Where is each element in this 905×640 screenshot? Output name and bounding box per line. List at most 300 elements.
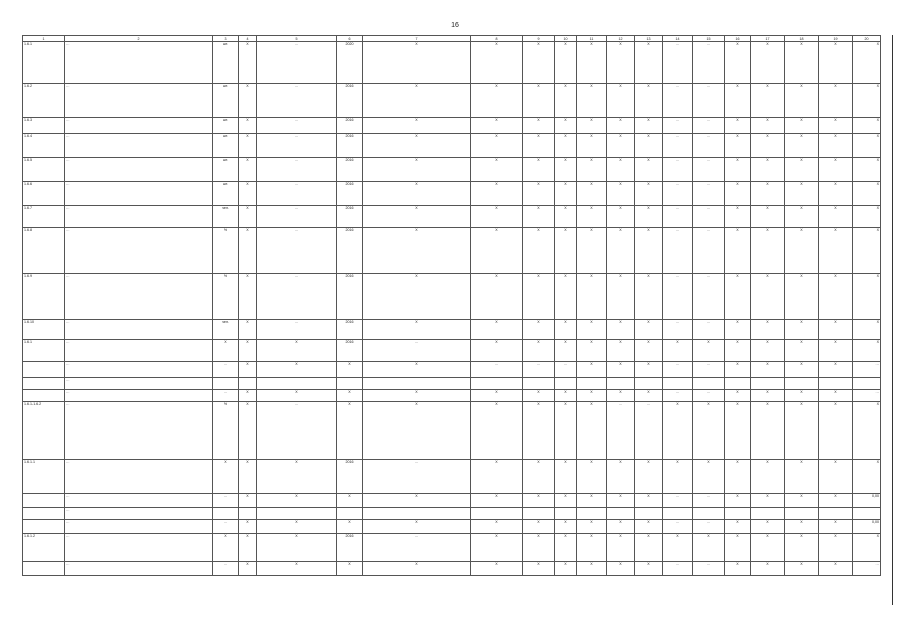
table-cell: X — [555, 228, 577, 274]
table-cell: X — [577, 134, 607, 158]
table-cell: 2016 — [337, 320, 363, 340]
table-cell: X — [725, 320, 751, 340]
table-cell: % — [213, 274, 239, 320]
table-cell: X — [819, 362, 853, 378]
table-cell: X — [239, 340, 257, 362]
table-cell: X — [257, 494, 337, 508]
table-cell: X — [363, 42, 471, 84]
table-cell: X — [607, 494, 635, 508]
table-cell: … — [693, 134, 725, 158]
table-cell: X — [239, 158, 257, 182]
table-cell: X — [607, 206, 635, 228]
table-cell: X — [577, 84, 607, 118]
row-description-cell: … — [65, 158, 213, 182]
table-row — [23, 494, 881, 508]
table-cell: X — [853, 134, 881, 158]
table-cell: 2016 — [337, 274, 363, 320]
table-cell: … — [555, 362, 577, 378]
table-cell: X — [257, 562, 337, 576]
table-cell: X — [257, 362, 337, 378]
table-cell: X — [635, 42, 663, 84]
table-cell: X — [819, 42, 853, 84]
table-cell: 2016 — [337, 182, 363, 206]
table-cell: X — [819, 134, 853, 158]
table-cell: X — [555, 390, 577, 402]
page-edge-line — [892, 35, 893, 605]
table-cell: X — [363, 494, 471, 508]
table-cell: X — [853, 182, 881, 206]
table-cell: X — [819, 182, 853, 206]
table-cell: … — [257, 84, 337, 118]
table-cell: X — [819, 118, 853, 134]
table-cell: … — [257, 228, 337, 274]
table-cell: X — [819, 494, 853, 508]
table-cell — [523, 508, 555, 520]
table-cell: X — [751, 274, 785, 320]
table-cell: … — [257, 274, 337, 320]
table-cell: X — [471, 118, 523, 134]
table-cell: X — [751, 340, 785, 362]
page-number: 16 — [451, 22, 459, 29]
table-cell: X — [819, 158, 853, 182]
table-cell: X — [555, 340, 577, 362]
table-cell: … — [213, 362, 239, 378]
table-cell: 2016 — [337, 534, 363, 562]
table-row — [23, 84, 881, 118]
table-cell: X — [751, 158, 785, 182]
table-cell: X — [635, 84, 663, 118]
table-cell: шт. — [213, 84, 239, 118]
table-cell: X — [725, 562, 751, 576]
table-cell: X — [239, 520, 257, 534]
table-cell: X — [555, 520, 577, 534]
table-cell: 2016 — [337, 134, 363, 158]
table-row — [23, 42, 881, 84]
table-cell — [239, 378, 257, 390]
table-cell: X — [693, 340, 725, 362]
table-cell: X — [337, 520, 363, 534]
table-cell: % — [213, 402, 239, 460]
table-cell: X — [363, 118, 471, 134]
table-cell — [635, 508, 663, 520]
table-cell: X — [363, 402, 471, 460]
table-cell: X — [751, 118, 785, 134]
table-cell: X — [751, 494, 785, 508]
row-code-cell: 1.6.1.2 — [23, 534, 65, 562]
table-cell: X — [239, 362, 257, 378]
table-cell: … — [257, 402, 337, 460]
table-cell: X — [853, 84, 881, 118]
row-description-cell: … — [65, 206, 213, 228]
row-description-cell: … — [65, 562, 213, 576]
table-cell: X — [363, 320, 471, 340]
table-cell — [819, 378, 853, 390]
table-cell: X — [819, 206, 853, 228]
table-cell: X — [751, 520, 785, 534]
table-cell: X — [693, 460, 725, 494]
table-cell: X — [239, 42, 257, 84]
column-header: 19 — [819, 36, 853, 42]
table-cell: X — [471, 494, 523, 508]
row-code-cell: 1.6.9 — [23, 274, 65, 320]
column-header: 4 — [239, 36, 257, 42]
table-cell: X — [819, 274, 853, 320]
table-cell: X — [725, 134, 751, 158]
column-header: 15 — [693, 36, 725, 42]
table-cell: X — [785, 390, 819, 402]
table-cell: X — [523, 158, 555, 182]
table-cell: … — [213, 390, 239, 402]
table-row — [23, 134, 881, 158]
table-cell: … — [693, 320, 725, 340]
table-cell: X — [785, 494, 819, 508]
column-header: 6 — [337, 36, 363, 42]
table-cell — [725, 378, 751, 390]
table-cell: X — [725, 158, 751, 182]
table-cell: X — [471, 84, 523, 118]
table-cell: X — [257, 390, 337, 402]
table-row — [23, 402, 881, 460]
table-cell: X — [239, 134, 257, 158]
table-cell: X — [555, 274, 577, 320]
row-description-cell: … — [65, 390, 213, 402]
table-cell: X — [523, 340, 555, 362]
table-cell: X — [819, 390, 853, 402]
table-cell: X — [213, 534, 239, 562]
row-code-cell: 1.6.1 — [23, 340, 65, 362]
table-row — [23, 390, 881, 402]
table-cell: … — [693, 390, 725, 402]
table-cell: X — [363, 206, 471, 228]
table-cell: 2016 — [337, 460, 363, 494]
table-cell: X — [363, 390, 471, 402]
table-cell: … — [853, 390, 881, 402]
table-cell: X — [785, 562, 819, 576]
table-cell: … — [663, 562, 693, 576]
column-header: 10 — [555, 36, 577, 42]
table-cell: X — [751, 402, 785, 460]
table-cell: X — [555, 562, 577, 576]
table-cell: X — [363, 562, 471, 576]
row-description-cell: … — [65, 228, 213, 274]
table-cell: X — [785, 534, 819, 562]
table-cell: X — [239, 320, 257, 340]
table-cell: … — [693, 158, 725, 182]
table-cell: X — [577, 158, 607, 182]
table-cell: X — [725, 340, 751, 362]
column-header: 13 — [635, 36, 663, 42]
table-cell: X — [239, 228, 257, 274]
table-cell: X — [751, 562, 785, 576]
table-cell: X — [635, 134, 663, 158]
table-cell: X — [725, 534, 751, 562]
row-description-cell: … — [65, 118, 213, 134]
table-cell: X — [239, 118, 257, 134]
table-cell: X — [363, 158, 471, 182]
table-cell: X — [785, 134, 819, 158]
row-code-cell — [23, 508, 65, 520]
table-cell: X — [523, 320, 555, 340]
table-cell: X — [471, 228, 523, 274]
table-cell — [471, 378, 523, 390]
table-cell: … — [693, 228, 725, 274]
column-header: 11 — [577, 36, 607, 42]
table-cell: … — [363, 340, 471, 362]
table-row — [23, 378, 881, 390]
table-cell: X — [607, 562, 635, 576]
row-code-cell: 1.6.7 — [23, 206, 65, 228]
table-cell: … — [663, 390, 693, 402]
table-cell: X — [523, 460, 555, 494]
table-cell: X — [693, 402, 725, 460]
table-cell: … — [213, 494, 239, 508]
table-cell: X — [663, 402, 693, 460]
row-description-cell: … — [65, 182, 213, 206]
table-cell: X — [471, 274, 523, 320]
row-description-cell: … — [65, 274, 213, 320]
column-header: 20 — [853, 36, 881, 42]
table-cell: X — [853, 274, 881, 320]
table-cell: … — [663, 520, 693, 534]
column-header: 17 — [751, 36, 785, 42]
table-cell: X — [555, 158, 577, 182]
table-cell: … — [257, 42, 337, 84]
table-cell: X — [819, 460, 853, 494]
table-cell: шт. — [213, 134, 239, 158]
table-cell: X — [725, 390, 751, 402]
table-row — [23, 158, 881, 182]
row-code-cell — [23, 390, 65, 402]
table-row — [23, 534, 881, 562]
table-cell: … — [257, 182, 337, 206]
table-cell: X — [577, 494, 607, 508]
row-description-cell: … — [65, 520, 213, 534]
table-cell: … — [693, 362, 725, 378]
column-header: 8 — [471, 36, 523, 42]
table-row — [23, 228, 881, 274]
table-cell: … — [523, 362, 555, 378]
row-code-cell: 1.6.4 — [23, 134, 65, 158]
table-cell — [213, 378, 239, 390]
table-cell: X — [751, 228, 785, 274]
table-cell: … — [693, 118, 725, 134]
table-cell: X — [577, 320, 607, 340]
table-cell: X — [555, 182, 577, 206]
table-cell: X — [523, 390, 555, 402]
table-cell: шт. — [213, 118, 239, 134]
table-cell: X — [213, 460, 239, 494]
table-cell: X — [635, 228, 663, 274]
table-row — [23, 520, 881, 534]
table-cell: … — [663, 362, 693, 378]
column-header: 5 — [257, 36, 337, 42]
table-cell — [607, 378, 635, 390]
column-header: 18 — [785, 36, 819, 42]
table-cell: X — [363, 228, 471, 274]
table-cell: X — [363, 274, 471, 320]
table-cell: X — [471, 320, 523, 340]
table-cell: X — [239, 534, 257, 562]
table-cell: … — [257, 118, 337, 134]
table-cell: X — [853, 460, 881, 494]
table-row — [23, 508, 881, 520]
table-row — [23, 362, 881, 378]
table-cell: … — [693, 182, 725, 206]
table-cell: X — [785, 158, 819, 182]
table-cell: X — [693, 534, 725, 562]
table-cell: X — [523, 274, 555, 320]
table-cell: X — [555, 320, 577, 340]
table-cell: … — [853, 362, 881, 378]
table-cell: X — [853, 534, 881, 562]
table-cell: … — [693, 562, 725, 576]
table-cell — [337, 378, 363, 390]
table-cell: X — [363, 182, 471, 206]
table-cell: X — [819, 520, 853, 534]
table-cell: X — [725, 460, 751, 494]
table-row — [23, 182, 881, 206]
table-cell: X — [471, 182, 523, 206]
table-cell: … — [663, 134, 693, 158]
column-header: 1 — [23, 36, 65, 42]
table-cell — [257, 378, 337, 390]
table-cell: X — [363, 520, 471, 534]
table-cell: … — [471, 362, 523, 378]
table-cell: X — [555, 42, 577, 84]
table-cell: X — [785, 402, 819, 460]
table-cell: X — [257, 340, 337, 362]
table-cell: X — [577, 340, 607, 362]
table-cell: X — [471, 460, 523, 494]
table-cell: X — [635, 158, 663, 182]
table-cell: X — [785, 118, 819, 134]
table-cell: X — [337, 402, 363, 460]
table-cell: … — [363, 460, 471, 494]
table-cell: X — [471, 390, 523, 402]
table-cell: X — [635, 494, 663, 508]
table-cell: 2016 — [337, 84, 363, 118]
table-cell: X — [239, 402, 257, 460]
row-code-cell: 1.6.5 — [23, 158, 65, 182]
table-cell: X — [635, 320, 663, 340]
table-cell: X — [607, 320, 635, 340]
column-header: 12 — [607, 36, 635, 42]
table-cell: X — [751, 460, 785, 494]
table-cell: … — [213, 562, 239, 576]
table-cell: X — [555, 494, 577, 508]
table-cell — [577, 378, 607, 390]
table-cell — [819, 508, 853, 520]
table-cell: X — [257, 460, 337, 494]
row-code-cell: 1.6.10 — [23, 320, 65, 340]
table-cell: X — [725, 362, 751, 378]
table-cell: X — [523, 134, 555, 158]
table-cell: X — [725, 520, 751, 534]
table-cell: X — [523, 84, 555, 118]
table-cell — [853, 508, 881, 520]
table-cell: 2020 — [337, 42, 363, 84]
table-cell: X — [785, 228, 819, 274]
table-cell: X — [785, 274, 819, 320]
table-cell — [693, 378, 725, 390]
table-cell: X — [523, 494, 555, 508]
table-cell: X — [523, 534, 555, 562]
row-description-cell: … — [65, 134, 213, 158]
row-description-cell: … — [65, 320, 213, 340]
table-cell: X — [607, 118, 635, 134]
table-cell: X — [471, 134, 523, 158]
row-code-cell — [23, 494, 65, 508]
table-cell: X — [725, 274, 751, 320]
row-description-cell: … — [65, 378, 213, 390]
table-cell: X — [577, 362, 607, 378]
table-cell: X — [555, 534, 577, 562]
table-cell: X — [471, 340, 523, 362]
table-cell: X — [239, 494, 257, 508]
table-cell: X — [853, 320, 881, 340]
table-cell: X — [819, 402, 853, 460]
table-cell — [555, 508, 577, 520]
table-cell: X — [853, 228, 881, 274]
table-cell: X — [607, 274, 635, 320]
table-cell: X — [635, 118, 663, 134]
table-cell: … — [663, 84, 693, 118]
table-cell: … — [663, 42, 693, 84]
table-cell: X — [785, 182, 819, 206]
table-cell — [239, 508, 257, 520]
table-cell: … — [663, 274, 693, 320]
table-cell: X — [785, 42, 819, 84]
table-cell: X — [555, 118, 577, 134]
table-cell: X — [555, 402, 577, 460]
table-cell: … — [257, 206, 337, 228]
table-cell: X — [785, 340, 819, 362]
table-cell: X — [607, 134, 635, 158]
table-cell: X — [555, 134, 577, 158]
row-code-cell: 1.6.6 — [23, 182, 65, 206]
table-cell: X — [577, 520, 607, 534]
table-cell: X — [785, 206, 819, 228]
table-cell: X — [663, 340, 693, 362]
column-header: 2 — [65, 36, 213, 42]
row-code-cell: 1.6.1-1.6.2 — [23, 402, 65, 460]
table-cell: X — [239, 460, 257, 494]
table-cell: X — [239, 206, 257, 228]
table-cell: чел. — [213, 206, 239, 228]
row-description-cell: … — [65, 460, 213, 494]
table-cell — [663, 378, 693, 390]
table-cell — [785, 378, 819, 390]
table-cell — [523, 378, 555, 390]
table-cell: X — [471, 42, 523, 84]
table-cell: … — [693, 206, 725, 228]
table-cell: X — [751, 84, 785, 118]
table-cell: … — [693, 494, 725, 508]
table-cell: X — [785, 84, 819, 118]
table-cell: X — [257, 520, 337, 534]
row-code-cell: 1.6.1.1 — [23, 460, 65, 494]
table-cell: X — [523, 182, 555, 206]
table-cell: X — [725, 206, 751, 228]
table-cell: X — [819, 84, 853, 118]
row-description-cell: … — [65, 494, 213, 508]
row-description-cell: … — [65, 508, 213, 520]
column-header: 14 — [663, 36, 693, 42]
row-description-cell: … — [65, 402, 213, 460]
table-cell: X — [635, 562, 663, 576]
table-cell: X — [607, 340, 635, 362]
table-cell: … — [663, 158, 693, 182]
